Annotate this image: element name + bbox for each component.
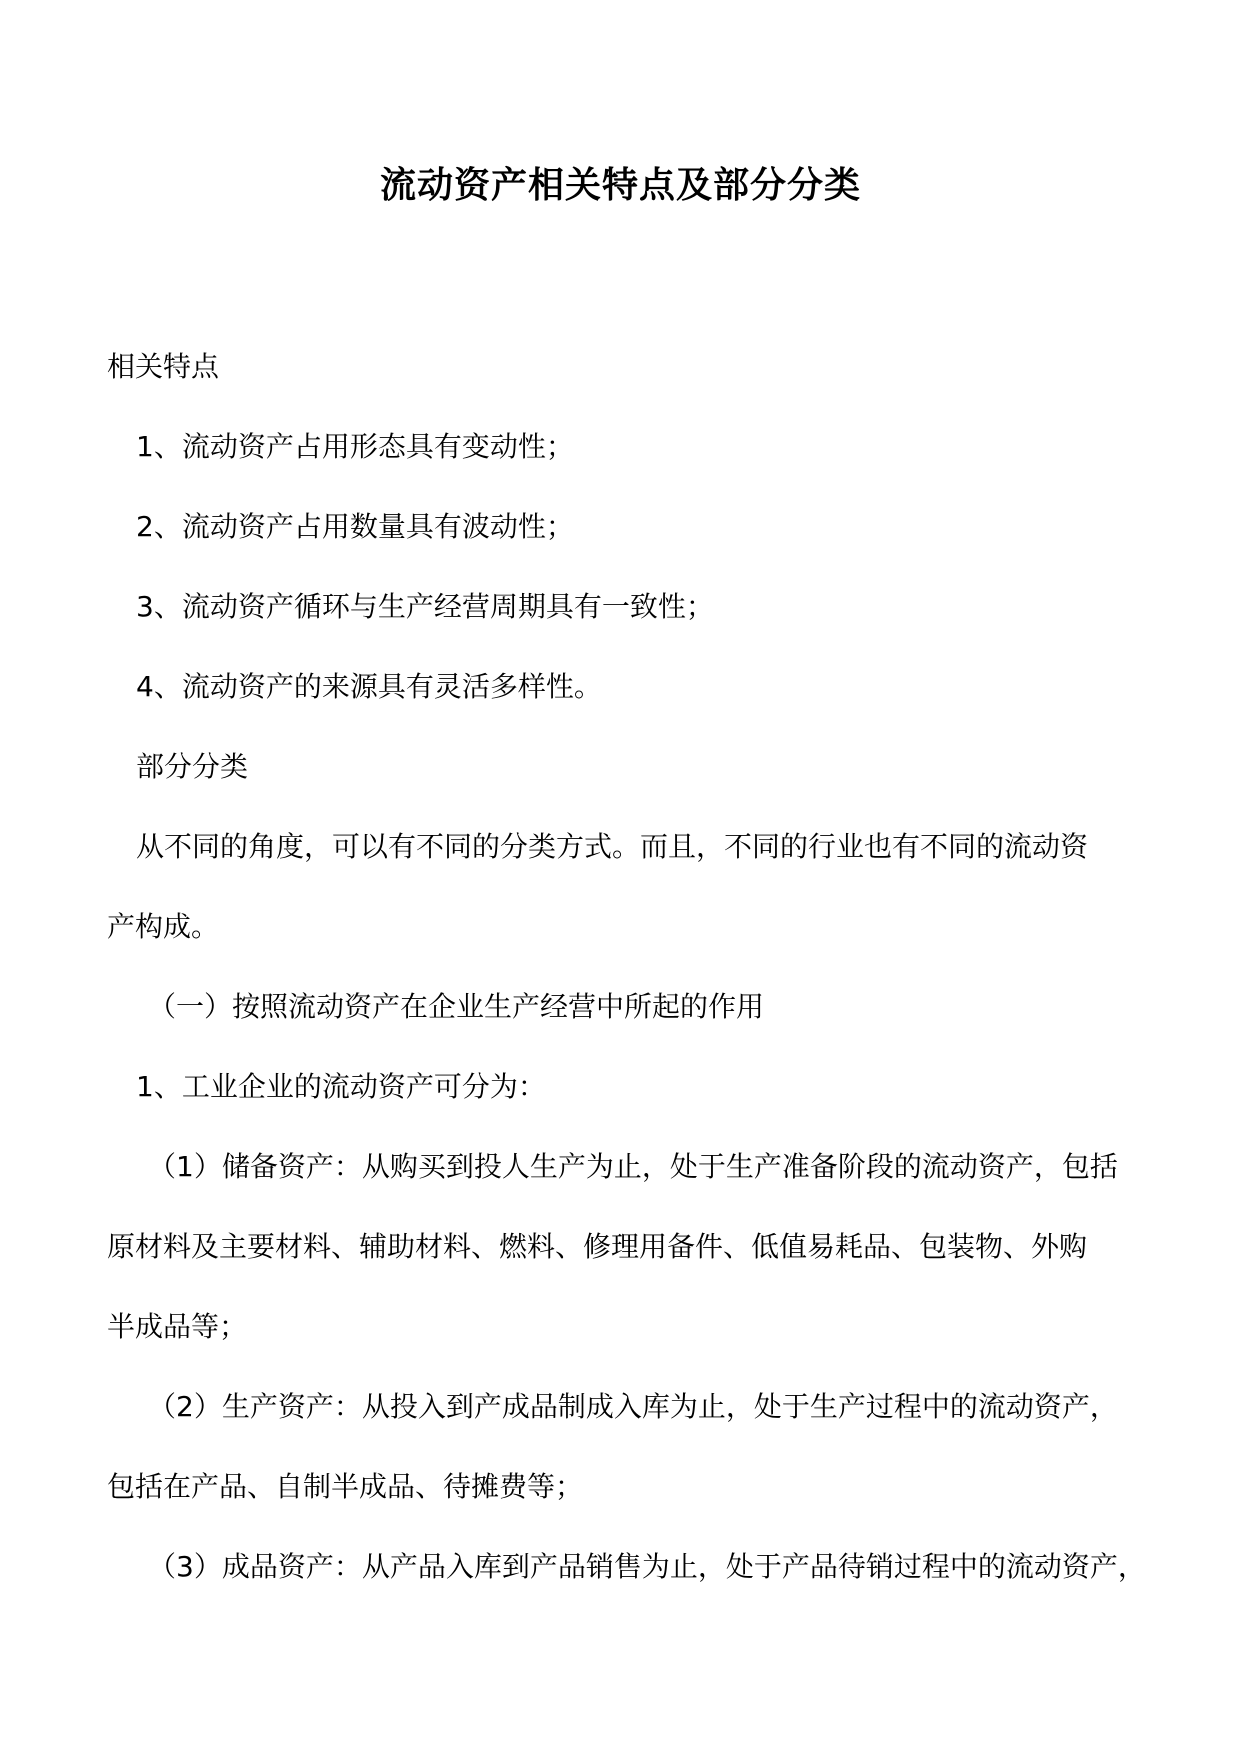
reserve-assets-line-1: （1）储备资产：从购买到投人生产为止，处于生产准备阶段的流动资产，包括: [148, 1150, 1118, 1183]
finished-assets-line-1: （3）成品资产：从产品入库到产品销售为止，处于产品待销过程中的流动资产，: [148, 1550, 1146, 1583]
industrial-assets-heading: 1、工业企业的流动资产可分为：: [136, 1070, 546, 1103]
feature-item-3: 3、流动资产循环与生产经营周期具有一致性；: [136, 590, 714, 623]
section-heading-classification: 部分分类: [136, 750, 249, 783]
classification-intro-line-2: 产构成。: [107, 910, 220, 943]
classification-intro-line-1: 从不同的角度，可以有不同的分类方式。而且，不同的行业也有不同的流动资: [136, 830, 1089, 863]
subsection-heading-1: （一）按照流动资产在企业生产经营中所起的作用: [148, 990, 765, 1023]
feature-item-1: 1、流动资产占用形态具有变动性；: [136, 430, 574, 463]
reserve-assets-line-3: 半成品等；: [107, 1310, 248, 1343]
document-title: 流动资产相关特点及部分分类: [379, 164, 861, 206]
production-assets-line-1: （2）生产资产：从投入到产成品制成入库为止，处于生产过程中的流动资产，: [148, 1390, 1118, 1423]
feature-item-2: 2、流动资产占用数量具有波动性；: [136, 510, 574, 543]
feature-item-4: 4、流动资产的来源具有灵活多样性。: [136, 670, 602, 703]
section-heading-features: 相关特点: [107, 350, 220, 383]
reserve-assets-line-2: 原材料及主要材料、辅助材料、燃料、修理用备件、低值易耗品、包装物、外购: [107, 1230, 1088, 1263]
production-assets-line-2: 包括在产品、自制半成品、待摊费等；: [107, 1470, 584, 1503]
